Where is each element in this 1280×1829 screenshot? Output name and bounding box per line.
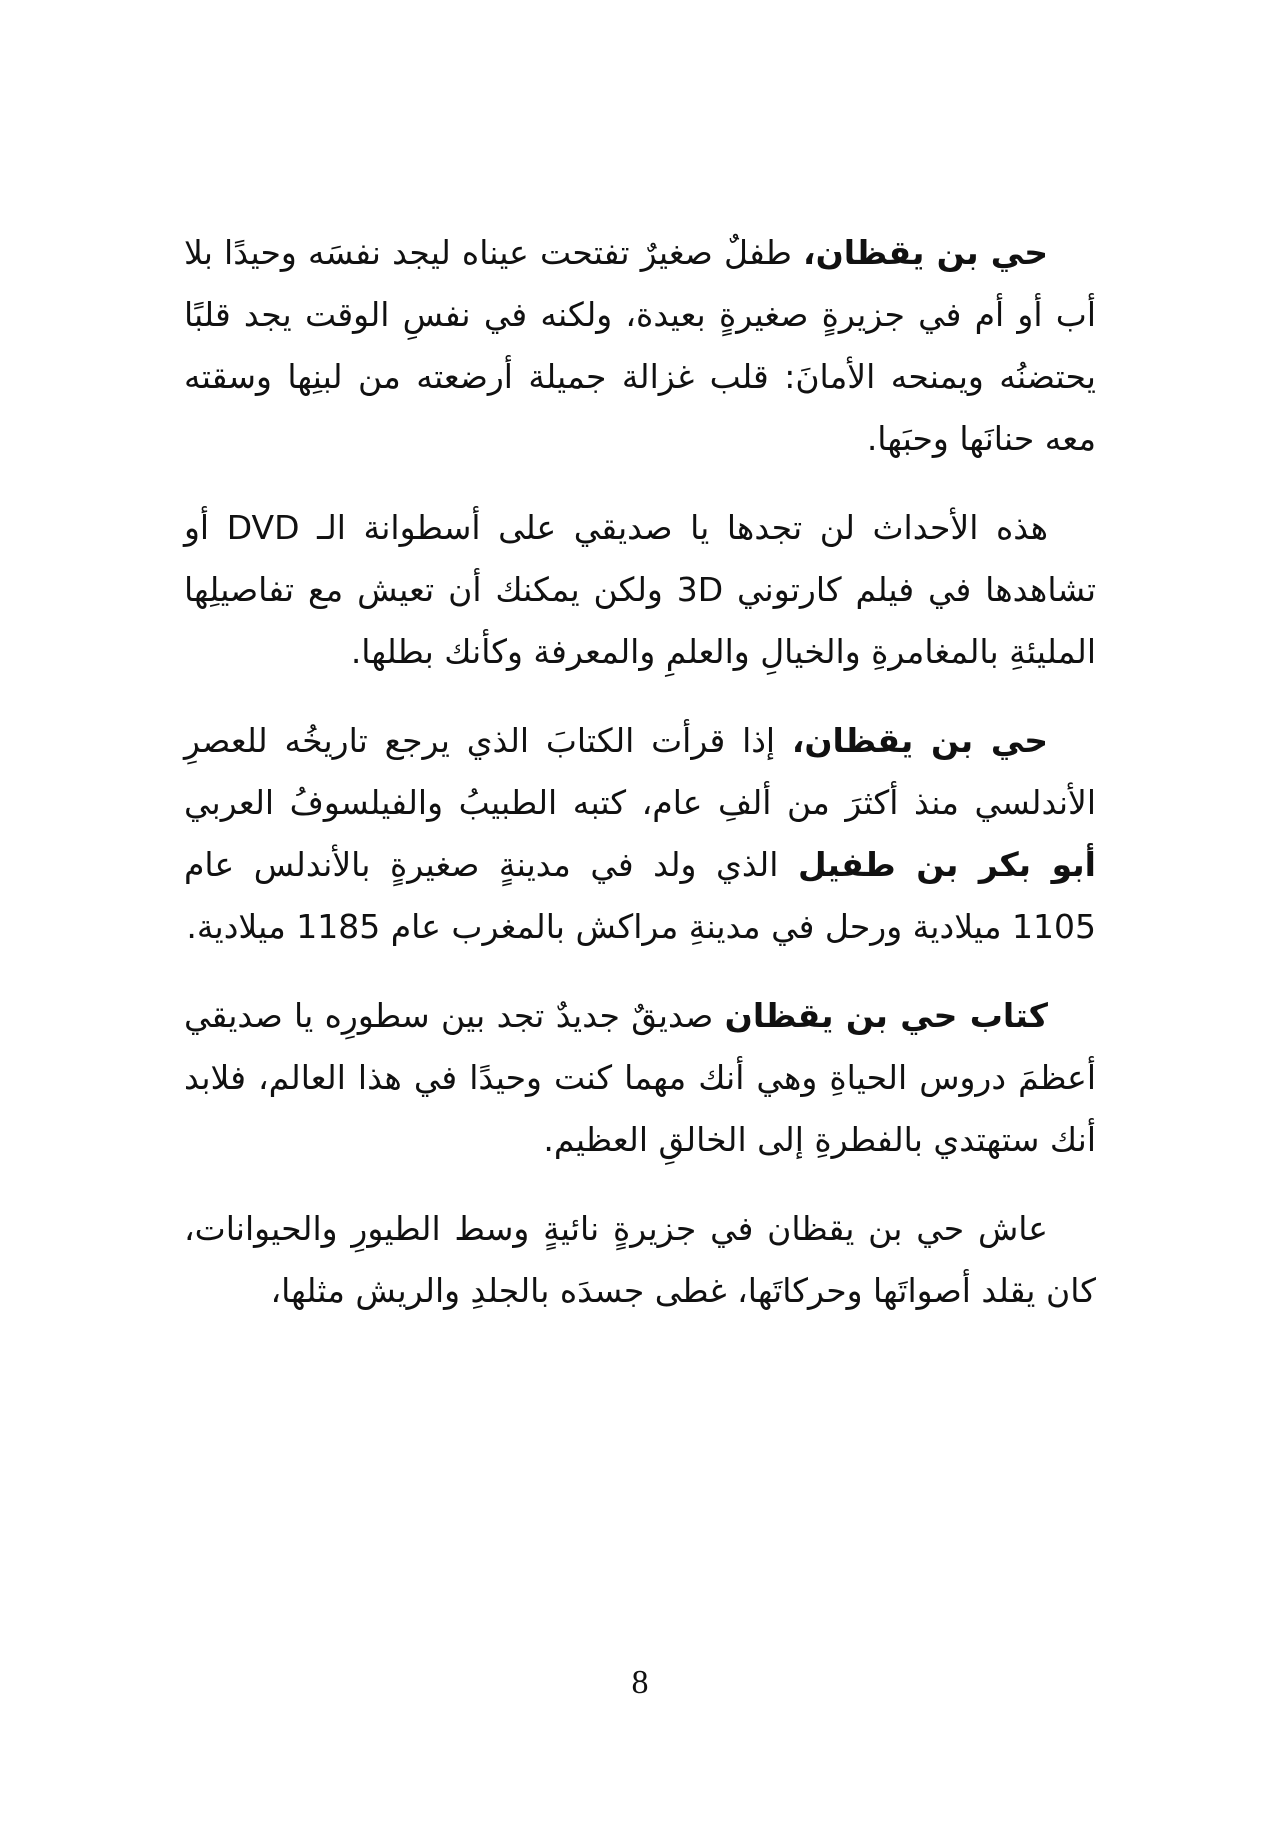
author-name: أبو بكر بن طفيل	[797, 845, 1096, 884]
paragraph-2	[184, 497, 1096, 683]
body-text	[184, 222, 1096, 1349]
bold-phrase: حي بن يقظان،	[791, 721, 1049, 760]
paragraph-text: طفلٌ صغيرٌ تفتحت عيناه ليجد نفسَه وحيدًا بلا أب أو أم في جزيرةٍ صغيرةٍ بعيدة، ولكنه في نفسِ الوقت يجد قلبًا يحتضنُه ويمنحه الأمانَ: قلب غزالة جميلة أرضعته من لبنِها وسقته معه حنانَها وحبَها.	[184, 233, 1096, 458]
paragraph-text: صديقٌ جديدٌ تجد بين سطورِه يا صديقي أعظمَ دروس الحياةِ وهي أنك مهما كنت وحيدًا في هذا العالم، فلابد أنك ستهتدي بالفطرةِ إلى الخالقِ العظيم.	[184, 996, 1096, 1159]
page-number: 8	[631, 1664, 649, 1701]
bold-phrase: حي بن يقظان،	[803, 233, 1048, 272]
paragraph-1	[184, 222, 1096, 470]
paragraph-text: هذه الأحداث لن تجدها يا صديقي على أسطوانة الـ DVD أو تشاهدها في فيلم كارتوني 3D ولكن يمكنك أن تعيش مع تفاصيلِها المليئةِ بالمغامرةِ والخيالِ والعلمِ والمعرفة وكأنك بطلها.	[184, 508, 1096, 671]
paragraph-4	[184, 985, 1096, 1171]
bold-phrase: كتاب حي بن يقظان	[724, 996, 1048, 1035]
paragraph-5	[184, 1198, 1096, 1322]
paragraph-text: إذا قرأت الكتابَ الذي يرجع تاريخُه للعصرِ الأندلسي منذ أكثرَ من ألفِ عام، كتبه الطبيبُ والفيلسوفُ العربي	[184, 721, 1096, 822]
paragraph-3	[184, 710, 1096, 958]
paragraph-text: عاش حي بن يقظان في جزيرةٍ نائيةٍ وسط الطيورِ والحيوانات، كان يقلد أصواتَها وحركاتَها، غطى جسدَه بالجلدِ والريش مثلها،	[184, 1209, 1096, 1310]
paragraph-text: الذي ولد في مدينةٍ صغيرةٍ بالأندلس عام 1105 ميلادية ورحل في مدينةِ مراكش بالمغرب عام 1185 ميلادية.	[184, 845, 1096, 946]
